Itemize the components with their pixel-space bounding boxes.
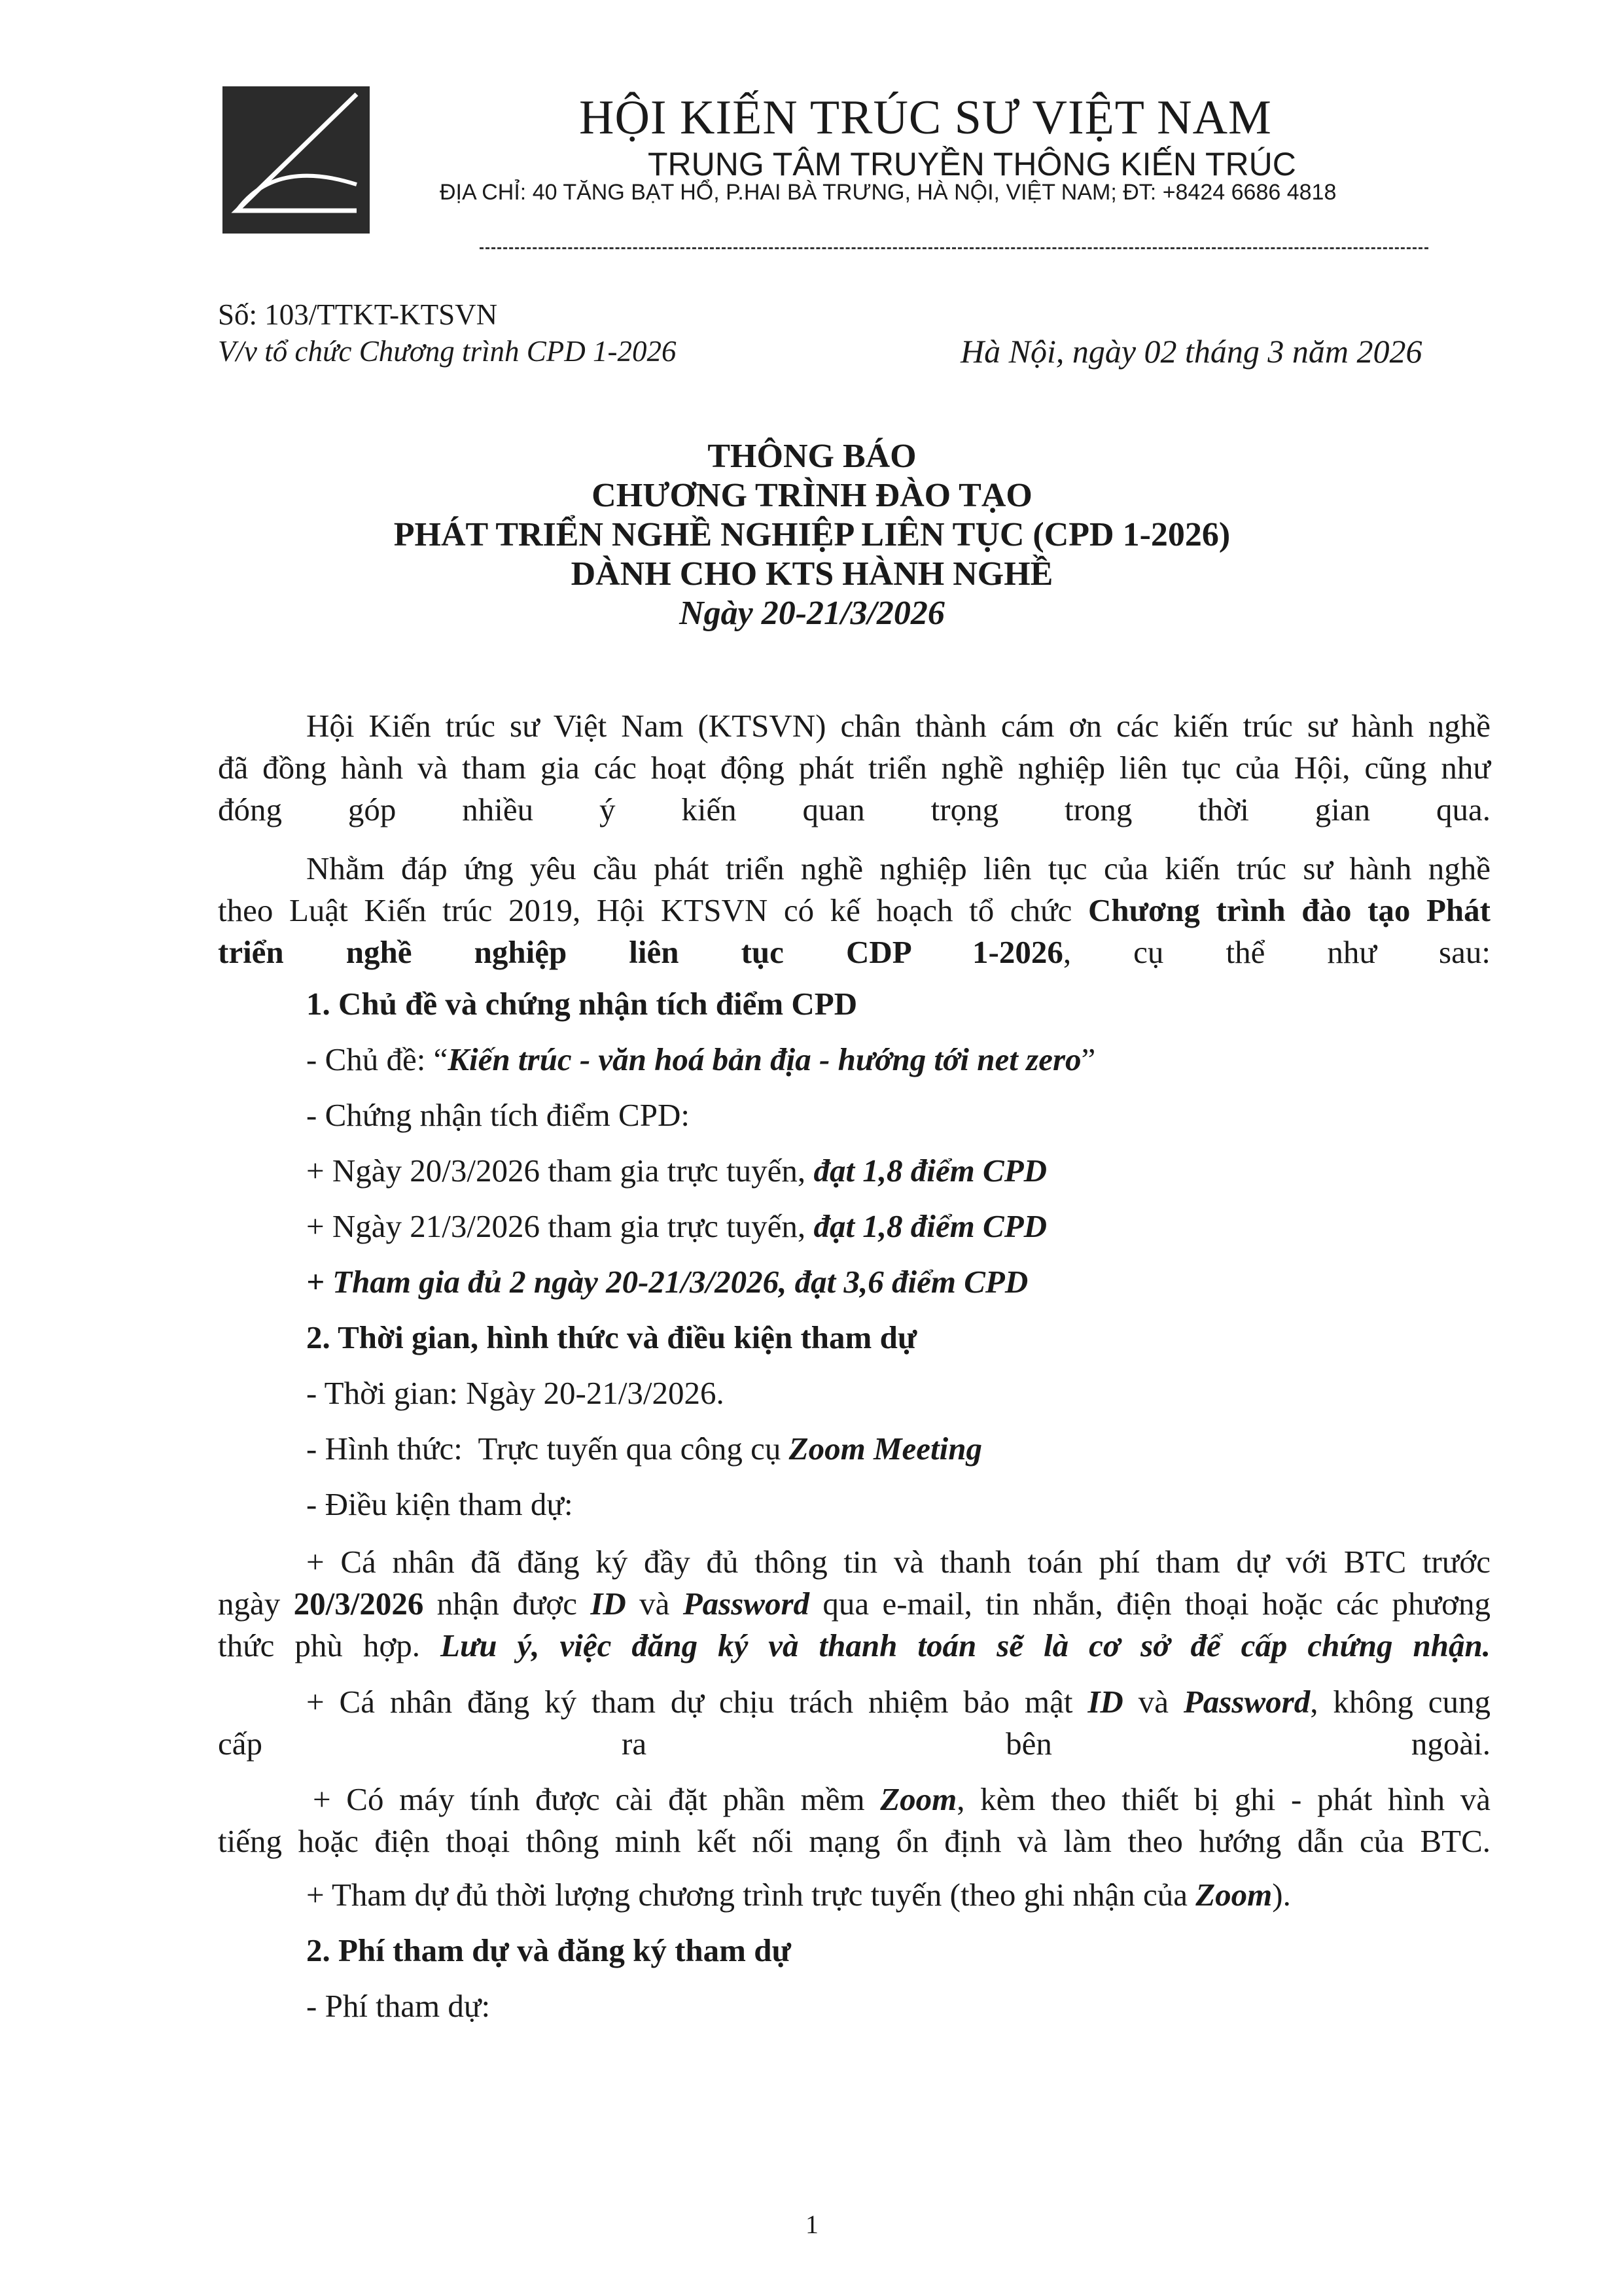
title-line-1: THÔNG BÁO: [707, 438, 917, 475]
program-name-cont: triển nghề nghiệp liên tục CDP 1-2026: [218, 934, 1063, 970]
topic-line: - Chủ đề: “Kiến trúc - văn hoá bản địa - hướng tới net zero”: [306, 1041, 1096, 1077]
day2-credit: + Ngày 21/3/2026 tham gia trực tuyến, đạt 1,8 điểm CPD: [306, 1208, 1048, 1244]
organization-name: HỘI KIẾN TRÚC SƯ VIỆT NAM: [579, 91, 1272, 145]
fee-label: - Phí tham dự:: [306, 1988, 491, 2024]
organization-address: ĐỊA CHỈ: 40 TĂNG BẠT HỔ, P.HAI BÀ TRƯNG, HÀ NỘI, VIỆT NAM; ĐT: +8424 6686 4818: [440, 180, 1337, 205]
paragraph-line: Hội Kiến trúc sư Việt Nam (KTSVN) chân thành cám ơn các kiến trúc sư hành nghề: [306, 708, 1491, 744]
condition-4: + Tham dự đủ thời lượng chương trình trực tuyến (theo ghi nhận của Zoom).: [306, 1877, 1291, 1913]
page-number: 1: [805, 2210, 819, 2239]
paragraph-line: theo Luật Kiến trúc 2019, Hội KTSVN có kế hoạch tổ chức Chương trình đào tạo Phát: [218, 892, 1491, 928]
event-format: - Hình thức: Trực tuyến qua công cụ Zoom Meeting: [306, 1431, 982, 1467]
title-line-2: CHƯƠNG TRÌNH ĐÀO TẠO: [591, 477, 1033, 514]
condition-3: + Có máy tính được cài đặt phần mềm Zoom, kèm theo thiết bị ghi - phát hình và tiếng hoặc điện thoại thông minh kết nối mạng ổn định và làm theo hướng dẫn của BTC.: [218, 1781, 1491, 1859]
title-line-4: DÀNH CHO KTS HÀNH NGHỀ: [571, 555, 1053, 593]
paragraph-line: triển nghề nghiệp liên tục CDP 1-2026, cụ thể như sau:: [218, 934, 1491, 970]
program-name: Chương trình đào tạo Phát: [1087, 892, 1491, 928]
day1-credit: + Ngày 20/3/2026 tham gia trực tuyến, đạt 1,8 điểm CPD: [306, 1153, 1048, 1189]
paragraph-line: Nhằm đáp ứng yêu cầu phát triển nghề nghiệp liên tục của kiến trúc sư hành nghề: [306, 850, 1491, 886]
event-time: - Thời gian: Ngày 20-21/3/2026.: [306, 1375, 724, 1411]
conditions-label: - Điều kiện tham dự:: [306, 1486, 573, 1522]
center-name: TRUNG TÂM TRUYỀN THÔNG KIẾN TRÚC: [648, 146, 1296, 183]
document-number: Số: 103/TTKT-KTSVN: [218, 298, 498, 331]
association-logo: [222, 86, 370, 234]
title-date: Ngày 20-21/3/2026: [679, 595, 945, 632]
intro-paragraph: [218, 705, 1491, 831]
section-2-heading: 2. Thời gian, hình thức và điều kiện tham dự: [306, 1319, 917, 1355]
section-3-heading: 2. Phí tham dự và đăng ký tham dự: [306, 1932, 791, 1968]
purpose-paragraph: [218, 848, 1491, 973]
both-days-credit: + Tham gia đủ 2 ngày 20-21/3/2026, đạt 3,6 điểm CPD: [306, 1264, 1029, 1300]
registration-note: Lưu ý, việc đăng ký và thanh toán sẽ là cơ sở để cấp chứng nhận.: [440, 1627, 1491, 1663]
condition-2: + Cá nhân đăng ký tham dự chịu trách nhiệm bảo mật ID và Password, không cung cấp ra bên ngoài.: [218, 1684, 1491, 1762]
title-line-3: PHÁT TRIỂN NGHỀ NGHIỆP LIÊN TỤC (CPD 1-2026): [393, 516, 1231, 553]
place-and-date: Hà Nội, ngày 02 tháng 3 năm 2026: [961, 333, 1422, 370]
paragraph-line: đóng góp nhiều ý kiến quan trọng trong thời gian qua.: [218, 791, 1491, 827]
section-1-heading: 1. Chủ đề và chứng nhận tích điểm CPD: [306, 986, 858, 1022]
topic-title: Kiến trúc - văn hoá bản địa - hướng tới net zero: [448, 1041, 1082, 1077]
document-subject: V/v tổ chức Chương trình CPD 1-2026: [218, 335, 677, 368]
cpd-cert-label: - Chứng nhận tích điểm CPD:: [306, 1097, 690, 1133]
condition-1: + Cá nhân đã đăng ký đầy đủ thông tin và thanh toán phí tham dự với BTC trước ngày 20/3/2026 nhận được ID và Password qua e-mail, tin nhắn, điện thoại hoặc các phương thức phù hợp. Lưu ý, việc đăng ký và thanh toán sẽ là cơ sở để cấp chứng nhận.: [218, 1544, 1491, 1663]
header-divider: [480, 247, 1428, 249]
paragraph-line: đã đồng hành và tham gia các hoạt động phát triển nghề nghiệp liên tục của Hội, cũng như: [218, 750, 1491, 786]
